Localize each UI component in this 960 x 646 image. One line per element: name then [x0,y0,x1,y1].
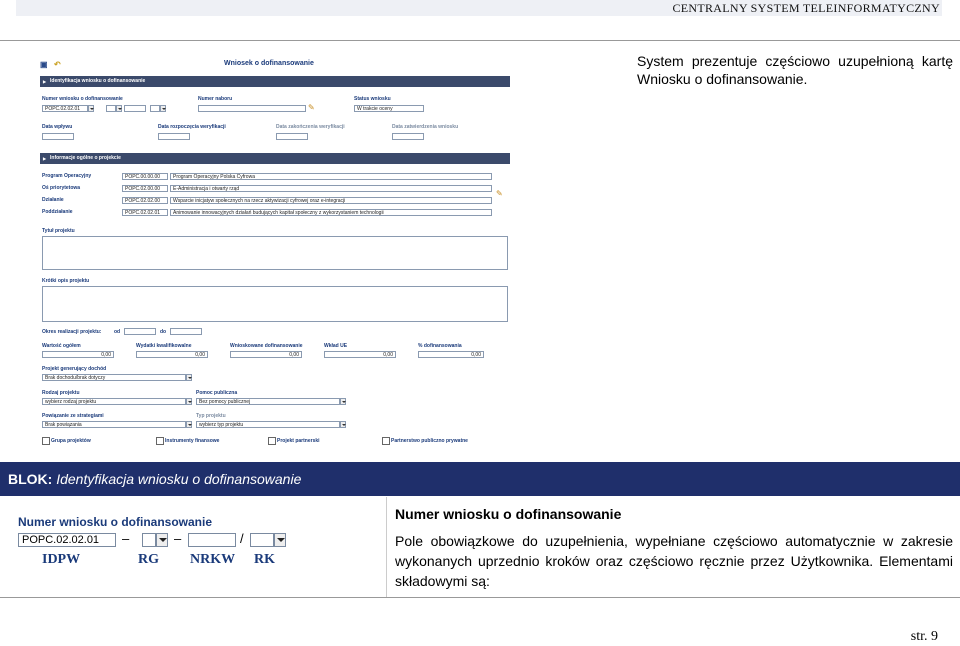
bottom-divider [0,597,960,598]
label-rg: RG [138,552,159,567]
strategie-select[interactable]: Brak powiązania [42,421,186,428]
ppp-label: Partnerstwo publiczno prywatne [391,438,468,444]
poddzialanie-code: POPC.02.02.01 [122,209,168,216]
numer-dropdown[interactable] [88,105,94,112]
strategie-label: Powiązanie ze strategiami [42,413,104,419]
instrumenty-checkbox[interactable] [156,437,164,445]
do-field[interactable] [170,328,202,335]
program-code: POPC.00.00.00 [122,173,168,180]
dochod-select[interactable]: Brak dochodu/brak dotyczy [42,374,186,381]
label-nrkw: NRKW [190,552,236,567]
nrkw-field[interactable] [124,105,146,112]
save-icon[interactable]: ▣ [40,60,48,69]
dzialanie-name: Wsparcie inicjatyw społecznych na rzecz aktywizacji cyfrowej oraz e-integracji [170,197,492,204]
wnioskowane-label: Wnioskowane dofinansowanie [230,343,303,349]
status-field: W trakcie oceny [354,105,424,112]
zakonczenia-label: Data zakończenia weryfikacji [276,124,345,130]
zoom-rk-field[interactable] [250,533,274,547]
label-idpw: IDPW [42,552,81,567]
rg-dropdown[interactable] [116,105,122,112]
rg-field[interactable] [106,105,116,112]
program-name: Program Operacyjny Polska Cyfrowa [170,173,492,180]
od-label: od [114,329,121,335]
section-title: Numer wniosku o dofinansowanie [395,506,622,522]
section-body: Pole obowiązkowe do uzupełnienia, wypełniane częściowo automatycznie w zakresie wykonanych uprzednio kroków oraz częściowo ręcznie przez Użytkownika. Elementami składowymi są: [395,533,953,589]
wnioskowane-field[interactable]: 0,00 [230,351,302,358]
zoom-rg-dropdown[interactable] [156,533,168,547]
rk-field[interactable] [150,105,160,112]
pomoc-label: Pomoc publiczna [196,390,238,396]
typ-label: Typ projektu [196,413,226,419]
zoom-rk-dropdown[interactable] [274,533,286,547]
partnerski-checkbox[interactable] [268,437,276,445]
opis-label: Krótki opis projektu [42,278,90,284]
form-title: Wniosek o dofinansowanie [224,60,314,67]
form-screenshot [36,52,516,450]
do-label: do [160,329,167,335]
header-title: CENTRALNY SYSTEM TELEINFORMATYCZNY [672,1,940,15]
program-label: Program Operacyjny [42,173,92,179]
label-rk: RK [254,552,275,567]
wklad-label: Wkład UE [324,343,348,349]
rozpoczecia-label: Data rozpoczęcia weryfikacji [158,124,226,130]
zoom-title: Numer wniosku o dofinansowanie [18,515,213,529]
od-field[interactable] [124,328,156,335]
grupa-label: Grupa projektów [51,438,91,444]
ppp-checkbox[interactable] [382,437,390,445]
rodzaj-label: Rodzaj projektu [42,390,80,396]
pencil-icon[interactable]: ✎ [308,103,315,112]
wartosc-label: Wartość ogółem [42,343,81,349]
numer-label: Numer wniosku o dofinansowanie [42,96,123,102]
intro-text: System prezentuje częściowo uzupełnioną kartę Wniosku o dofinansowanie. [637,53,953,87]
procent-label: % dofinansowania [418,343,462,349]
blok-title [8,471,301,487]
blok-bar [0,462,960,496]
grupa-checkbox[interactable] [42,437,50,445]
column-divider [386,497,387,597]
rozpoczecia-field[interactable] [158,133,190,140]
section-identyfikacja[interactable]: ▶ Identyfikacja wniosku o dofinansowanie [40,76,510,87]
zatwierdzenia-field[interactable] [392,133,424,140]
typ-dropdown[interactable] [340,421,346,428]
nabor-label: Numer naboru [198,96,233,102]
zatwierdzenia-label: Data zatwierdzenia wniosku [392,124,459,130]
typ-select[interactable]: wybierz typ projektu [196,421,340,428]
partnerski-label: Projekt partnerski [277,438,320,444]
kwal-field[interactable]: 0,00 [136,351,208,358]
rk-dropdown[interactable] [160,105,166,112]
zakonczenia-field[interactable] [276,133,308,140]
poddzialanie-label: Poddziałanie [42,209,73,215]
dochod-label: Projekt generujący dochód [42,366,107,372]
procent-field: 0,00 [418,351,484,358]
zoom-sep2: – [174,531,182,546]
dzialanie-label: Działanie [42,197,64,203]
zoom-rg-field[interactable] [142,533,156,547]
kwal-label: Wydatki kwalifikowalne [136,343,192,349]
tytul-label: Tytuł projektu [42,228,75,234]
header-divider [0,40,960,41]
zoom-sep3: / [240,531,244,546]
os-label: Oś priorytetowa [42,185,81,191]
pencil-icon[interactable]: ✎ [496,189,503,198]
section-informacje[interactable]: ▶ Informacje ogólne o projekcie [40,153,510,164]
nabor-field[interactable] [198,105,306,112]
poddzialanie-name: Animowanie innowacyjnych działań budujących kapitał społeczny z wykorzystaniem technologii [170,209,492,216]
os-name: E-Administracja i otwarty rząd [170,185,492,192]
wplywu-label: Data wpływu [42,124,73,130]
numer-field[interactable]: POPC.02.02.01 [42,105,88,112]
page-number: str. 9 [910,629,938,644]
tytul-textarea[interactable] [42,236,508,270]
pomoc-dropdown[interactable] [340,398,346,405]
rodzaj-dropdown[interactable] [186,398,192,405]
wklad-field[interactable]: 0,00 [324,351,396,358]
wplywu-field[interactable] [42,133,74,140]
blok-prefix: BLOK: [8,471,53,487]
dochod-dropdown[interactable] [186,374,192,381]
rodzaj-select[interactable]: wybierz rodzaj projektu [42,398,186,405]
zoom-sep1: – [122,531,130,546]
instrumenty-label: Instrumenty finansowe [165,438,220,444]
opis-textarea[interactable] [42,286,508,322]
zoom-idpw-field[interactable]: POPC.02.02.01 [18,533,116,547]
okres-label: Okres realizacji projektu: [42,329,102,335]
undo-icon[interactable]: ↶ [54,60,61,69]
wartosc-field[interactable]: 0,00 [42,351,114,358]
blok-name: Identyfikacja wniosku o dofinansowanie [56,471,302,487]
strategie-dropdown[interactable] [186,421,192,428]
zoom-nrkw-field[interactable] [188,533,236,547]
os-code: POPC.02.00.00 [122,185,168,192]
dzialanie-code: POPC.02.02.00 [122,197,168,204]
pomoc-select[interactable]: Bez pomocy publicznej [196,398,340,405]
status-label: Status wniosku [354,96,391,102]
